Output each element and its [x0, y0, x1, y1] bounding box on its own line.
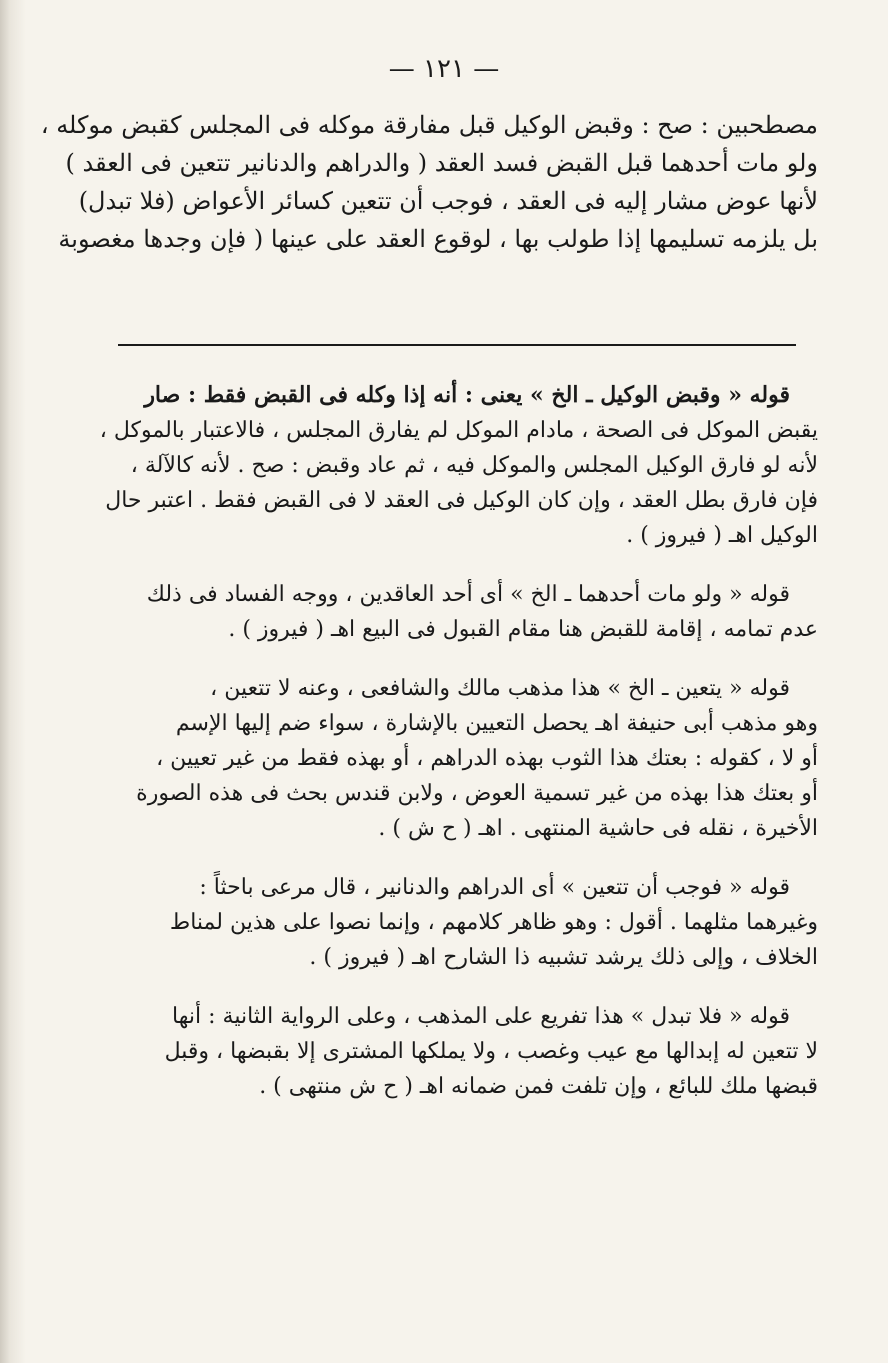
main-text: [40, 106, 818, 258]
note-line: قوله « فوجب أن تتعين » أى الدراهم والدنانير ، قال مرعى باحثاً :: [199, 875, 790, 900]
commentary-note: [99, 378, 818, 553]
note-line: قبضها ملك للبائع ، وإن تلفت فمن ضمانه اهـ ( ح ش منتهى ) .: [259, 1074, 818, 1099]
main-text-line: مصطحبين : صح : وقبض الوكيل قبل مفارقة موكله فى المجلس كقبض موكله ،: [40, 111, 818, 139]
note-line: قوله « ولو مات أحدهما ـ الخ » أى أحد العاقدين ، ووجه الفساد فى ذلك: [146, 582, 790, 607]
note-line: يقبض الموكل فى الصحة ، مادام الموكل لم يفارق المجلس ، فالاعتبار بالموكل ،: [99, 418, 818, 443]
footnote-separator: [118, 344, 796, 346]
note-line: فإن فارق بطل العقد ، وإن كان الوكيل فى العقد لا فى القبض فقط . اعتبر حال: [105, 488, 818, 513]
note-line: قوله « وقبض الوكيل ـ الخ » يعنى : أنه إذا وكله فى القبض فقط : صار: [144, 382, 790, 408]
commentary-note: [128, 870, 818, 975]
commentary-note: [128, 577, 818, 647]
commentary-note: [128, 671, 818, 846]
commentary: [99, 378, 818, 1128]
note-line: وهو مذهب أبى حنيفة اهـ يحصل التعيين بالإشارة ، سواء ضم إليها الإسم: [175, 711, 818, 736]
note-line: قوله « يتعين ـ الخ » هذا مذهب مالك والشافعى ، وعنه لا تتعين ،: [210, 676, 790, 701]
note-line: قوله « فلا تبدل » هذا تفريع على المذهب ، وعلى الرواية الثانية : أنها: [172, 1004, 790, 1029]
note-line: لا تتعين له إبدالها مع عيب وغصب ، ولا يملكها المشترى إلا بقبضها ، وقبل: [164, 1039, 818, 1064]
note-line: الأخيرة ، نقله فى حاشية المنتهى . اهـ ( ح ش ) .: [378, 816, 818, 841]
commentary-note: [128, 999, 818, 1104]
note-line: عدم تمامه ، إقامة للقبض هنا مقام القبول فى البيع اهـ ( فيروز ) .: [228, 617, 818, 642]
note-line: لأنه لو فارق الوكيل المجلس والموكل فيه ، ثم عاد وقبض : صح . لأنه كالآلة ،: [130, 453, 818, 478]
note-line: الوكيل اهـ ( فيروز ) .: [626, 523, 818, 548]
note-line: أو لا ، كقوله : بعتك هذا الثوب بهذه الدراهم ، أو بهذه فقط من غير تعيين ،: [156, 746, 818, 771]
main-text-line: ولو مات أحدهما قبل القبض فسد العقد ( والدراهم والدنانير تتعين فى العقد ): [65, 149, 818, 177]
note-line: الخلاف ، وإلى ذلك يرشد تشبيه ذا الشارح اهـ ( فيروز ) .: [309, 945, 818, 970]
note-line: وغيرهما مثلهما . أقول : وهو ظاهر كلامهم ، وإنما نصوا على هذين لمناط: [169, 910, 818, 935]
note-line: أو بعتك هذا بهذه من غير تسمية العوض ، ولابن قندس بحث فى هذه الصورة: [136, 781, 818, 806]
main-text-line: بل يلزمه تسليمها إذا طولب بها ، لوقوع العقد على عينها ( فإن وجدها مغصوبة: [58, 225, 818, 253]
page-number: — ١٢١ —: [388, 54, 500, 84]
main-text-line: لأنها عوض مشار إليه فى العقد ، فوجب أن تتعين كسائر الأعواض (فلا تبدل): [78, 187, 818, 215]
